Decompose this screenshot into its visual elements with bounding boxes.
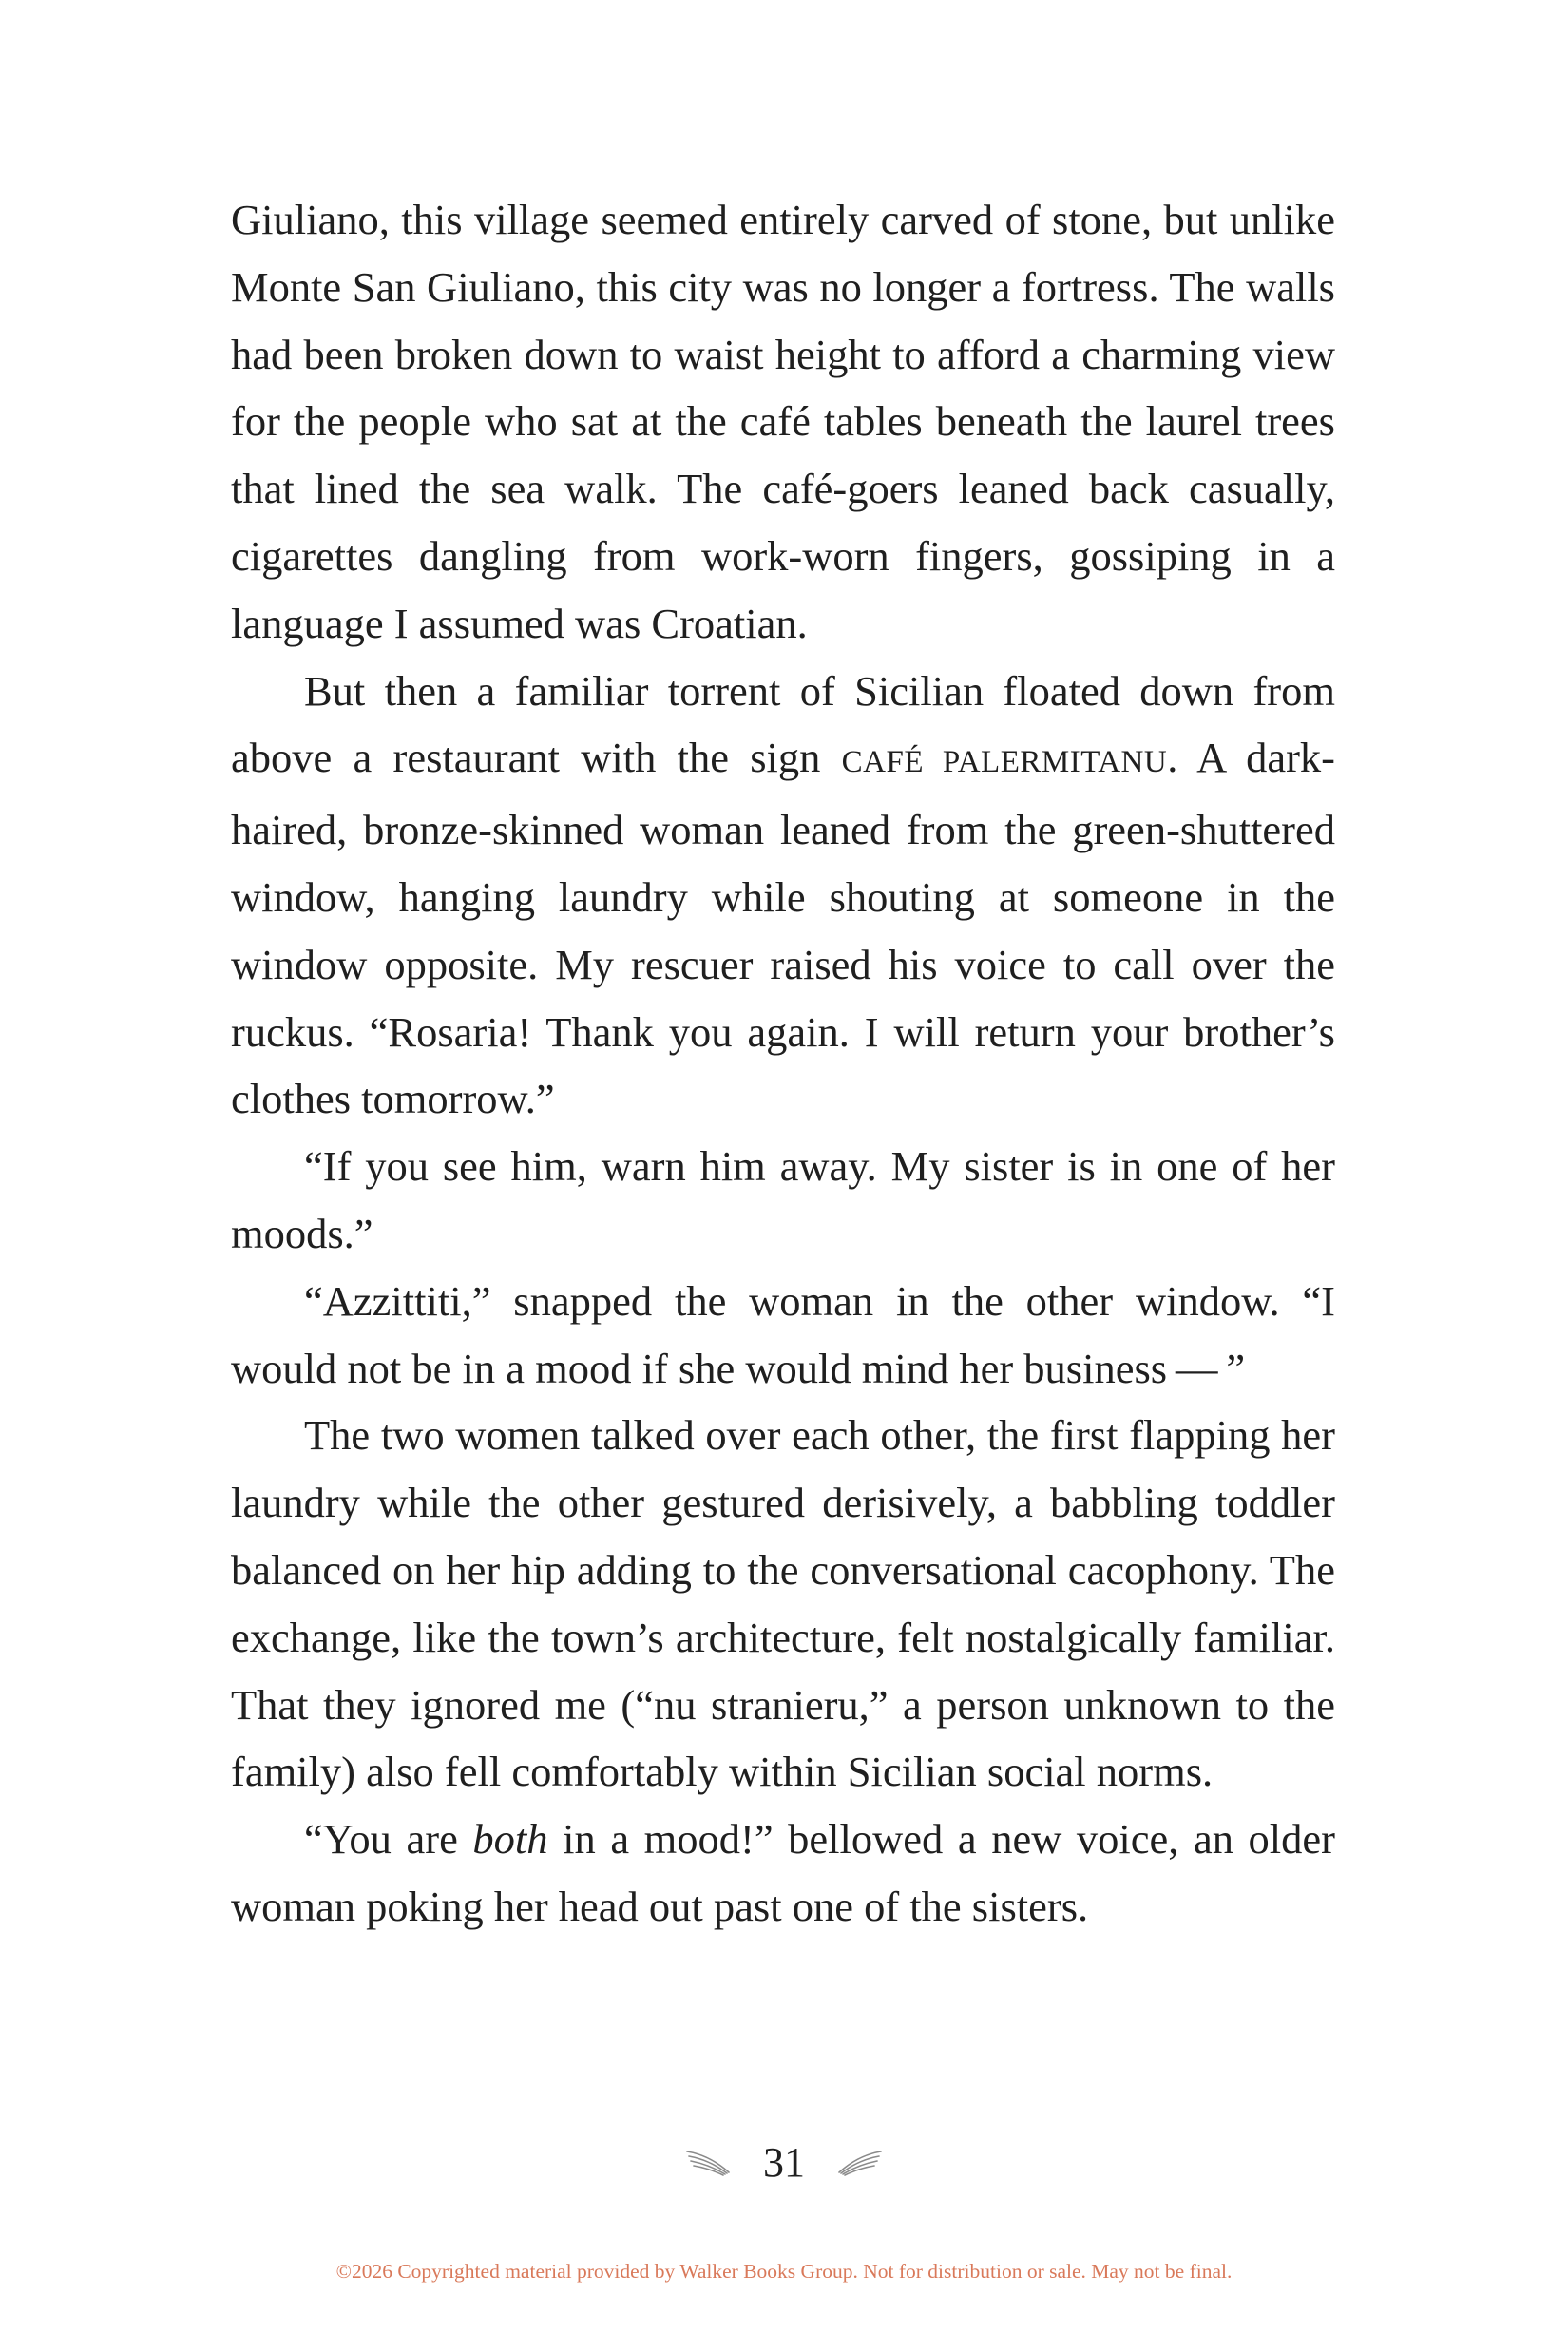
paragraph [231, 186, 1335, 658]
text-run: Giuliano, this village seemed entirely carved of stone, but unlike Monte San Giuliano, this city was no longer a fortress. The walls had been broken down to waist height to afford a charming view for the people who sat at the café tables beneath the laurel trees that lined the sea walk. The café-goers leaned back casually, cigarettes dangling from work-worn fingers, gossiping in a language I assumed was Croatian. [231, 196, 1335, 647]
text-run: in a mood!” bellowed a new voice, an older woman poking her head out past one of the sisters. [231, 1815, 1335, 1930]
emphasis-text: both [472, 1815, 548, 1864]
text-run: “Azzittiti,” snapped the woman in the other window. “I would not be in a mood if she would mind her business — ” [231, 1276, 1335, 1392]
text-run: The two women talked over each other, the first flapping her laundry while the other gestured derisively, a babbling toddler balanced on her hip adding to the conversational cacophony. The exchange, like the town’s architecture, felt nostalgically familiar. That they ignored me (“nu stranieru,” a person unknown to the family) also fell comfortably within Sicilian social norms. [231, 1411, 1335, 1796]
restaurant-sign-text: CAFÉ PALERMITANU [841, 745, 1168, 780]
text-run: “You are [304, 1815, 473, 1864]
paragraph [231, 1133, 1335, 1268]
paragraph [231, 1402, 1335, 1806]
body-text [231, 186, 1335, 1941]
paragraph [231, 658, 1335, 1134]
copyright-notice: ©2026 Copyrighted material provided by Walker Books Group. Not for distribution or sale. May not be final. [335, 2260, 1233, 2283]
page-number: 31 [763, 2138, 805, 2186]
text-run: “If you see him, warn him away. My sister is in one of her moods.” [231, 1142, 1335, 1257]
text-run: But then a familiar torrent of Sicilian floated down from above a restaurant with the sign [231, 666, 1335, 782]
left-wing-flourish-icon [685, 2148, 731, 2176]
page-footer [0, 2129, 1568, 2195]
paragraph [231, 1268, 1335, 1403]
paragraph [231, 1806, 1335, 1941]
text-run: . A dark-haired, bronze-skinned woman leaned from the green-shuttered window, hanging laundry while shouting at someone in the window opposite. My rescuer raised his voice to call over the ruckus. “Rosaria! Thank you again. I will return your brother’s clothes tomorrow.” [231, 734, 1335, 1123]
right-wing-flourish-icon [837, 2148, 883, 2176]
